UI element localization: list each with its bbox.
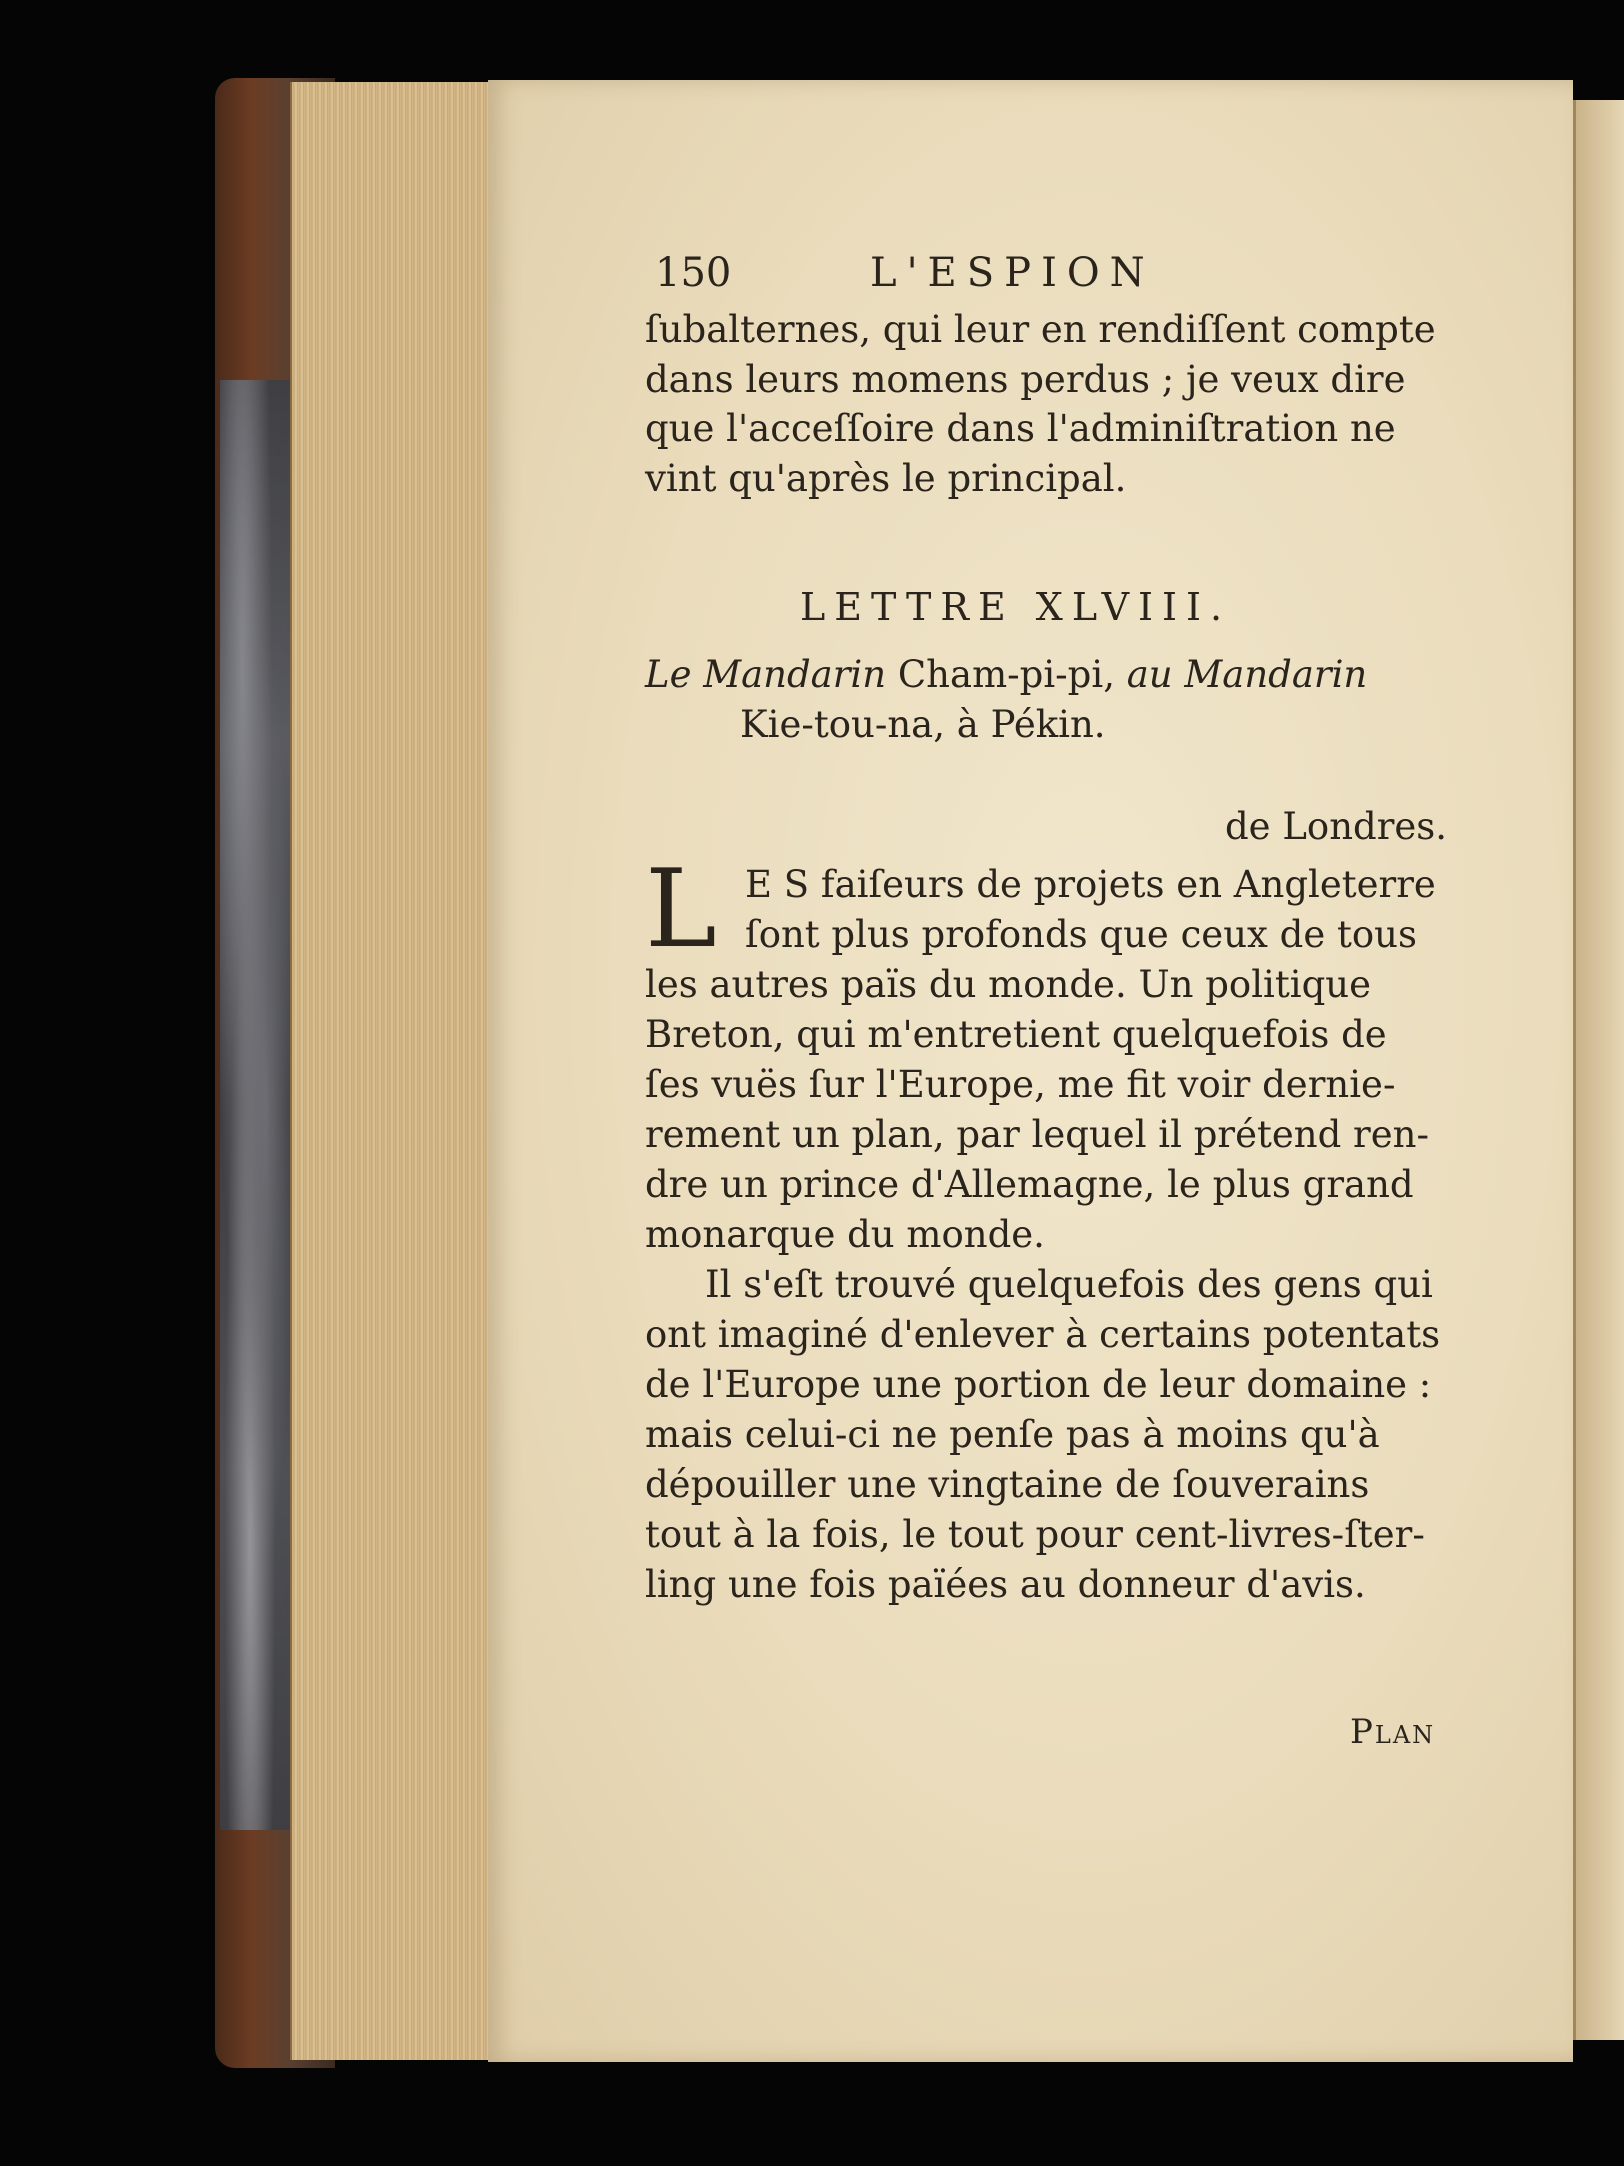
text-line: monarque du monde.: [645, 1213, 1045, 1256]
letter-title: LETTRE XLVIII.: [800, 585, 1232, 629]
page-number: 150: [655, 250, 732, 296]
text-line: dre un prince d'Allemagne, le plus grand: [645, 1163, 1414, 1206]
text-line: Il s'eſt trouvé quelquefois des gens qui: [705, 1263, 1433, 1306]
address-sender-label: Le Mandarin: [645, 653, 887, 696]
running-head: [655, 250, 1455, 300]
letter-address: [645, 650, 1435, 750]
continuation-text: [645, 305, 1435, 503]
address-sender-name: Cham-pi-pi,: [897, 653, 1115, 696]
address-line-1: [645, 650, 1435, 700]
marbled-endpaper: [220, 380, 295, 1830]
facing-page-edge: [1573, 100, 1624, 2040]
text-line: vint qu'après le principal.: [645, 456, 1127, 500]
text-line: que l'acceſſoire dans l'adminiſtration ne: [645, 407, 1396, 450]
text-line: ont imaginé d'enlever à certains potentats: [645, 1313, 1441, 1356]
text-line: E S faiſeurs de projets en Angleterre: [745, 863, 1436, 906]
address-recipient-label: au Mandarin: [1126, 653, 1368, 696]
page-edges: [290, 82, 492, 2060]
catchword: Plan: [1350, 1712, 1436, 1752]
text-line: rement un plan, par lequel il prétend ren-: [645, 1113, 1429, 1156]
text-line: ling une fois païées au donneur d'avis.: [645, 1563, 1366, 1606]
text-line: ſont plus profonds que ceux de tous: [745, 913, 1417, 956]
text-line: de l'Europe une portion de leur domaine :: [645, 1363, 1432, 1406]
text-line: tout à la fois, le tout pour cent-livres-ſter-: [645, 1513, 1425, 1556]
letter-body: [645, 847, 1441, 1610]
text-line: dans leurs momens perdus ; je veux dire: [645, 357, 1406, 401]
text-line: mais celui-ci ne penſe pas à moins qu'à: [645, 1413, 1380, 1456]
drop-cap: L: [645, 847, 717, 972]
text-line: ſubalternes, qui leur en rendiſſent compte: [645, 308, 1436, 351]
running-title: L'ESPION: [870, 250, 1155, 296]
letter-place: de Londres.: [1225, 805, 1448, 848]
address-line-2: Kie-tou-na, à Pékin.: [740, 703, 1106, 746]
text-line: ſes vuës ſur l'Europe, me fit voir dernie-: [645, 1063, 1396, 1106]
text-line: les autres païs du monde. Un politique: [645, 963, 1371, 1006]
text-line: dépouiller une vingtaine de ſouverains: [645, 1463, 1370, 1506]
text-line: Breton, qui m'entretient quelquefois de: [645, 1013, 1387, 1056]
